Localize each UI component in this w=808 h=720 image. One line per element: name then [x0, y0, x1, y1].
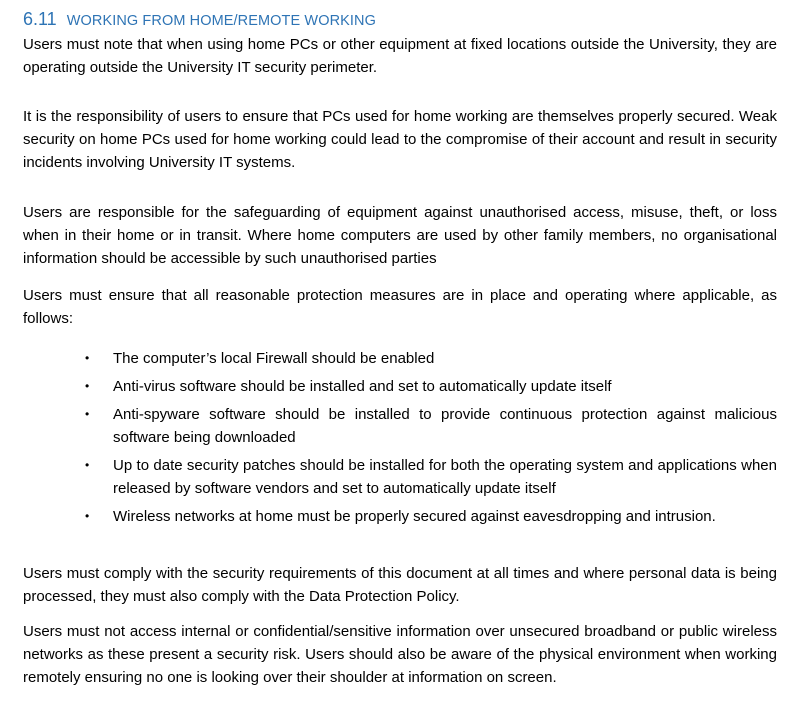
- list-item-text: Anti-virus software should be installed and set to automatically update itself: [113, 378, 612, 395]
- list-item: [23, 505, 777, 528]
- paragraph-unsecured-networks: Users must not access internal or confidential/sensitive information over unsecured broadband or public wireless networks as these present a security risk. Users should also be aware of the physical environment when working remotely ensuring no one is looking over their shoulder at information on screen.: [23, 623, 777, 686]
- paragraph-protection-measures: Users must ensure that all reasonable protection measures are in place and operating where applicable, as follows:: [23, 287, 777, 327]
- section-title: WORKING FROM HOME/REMOTE WORKING: [66, 13, 377, 29]
- list-item: [23, 403, 777, 449]
- paragraph-compliance: Users must comply with the security requirements of this document at all times and where personal data is being processed, they must also comply with the Data Protection Policy.: [23, 565, 777, 605]
- bullet-icon: •: [85, 509, 90, 523]
- bullet-icon: •: [85, 407, 90, 421]
- list-item-text: Wireless networks at home must be properly secured against eavesdropping and intrusion.: [113, 508, 716, 525]
- section-heading: [23, 9, 376, 30]
- bullet-icon: •: [85, 458, 90, 472]
- bullet-icon: •: [85, 379, 90, 393]
- list-item-text: The computer’s local Firewall should be enabled: [113, 350, 435, 367]
- list-item-text: Up to date security patches should be installed for both the operating system and applications when released by software vendors and set to automatically update itself: [113, 457, 777, 497]
- protection-measures-list: [23, 347, 777, 533]
- list-item: [23, 347, 777, 370]
- paragraph-home-pc-responsibility: It is the responsibility of users to ensure that PCs used for home working are themselves properly secured. Weak security on home PCs used for home working could lead to the compromise of their account and result in security incidents involving University IT systems.: [23, 108, 777, 171]
- list-item: [23, 375, 777, 398]
- paragraph-remote-perimeter: Users must note that when using home PCs or other equipment at fixed locations outside the University, they are operating outside the University IT security perimeter.: [23, 36, 777, 76]
- list-item-text: Anti-spyware software should be installed to provide continuous protection against malicious software being downloaded: [113, 406, 777, 446]
- paragraph-equipment-safeguarding: Users are responsible for the safeguarding of equipment against unauthorised access, misuse, theft, or loss when in their home or in transit. Where home computers are used by other family members, no organisational information should be accessible by such unauthorised parties: [23, 204, 777, 267]
- list-item: [23, 454, 777, 500]
- section-number: 6.11: [23, 9, 57, 29]
- bullet-icon: •: [85, 351, 90, 365]
